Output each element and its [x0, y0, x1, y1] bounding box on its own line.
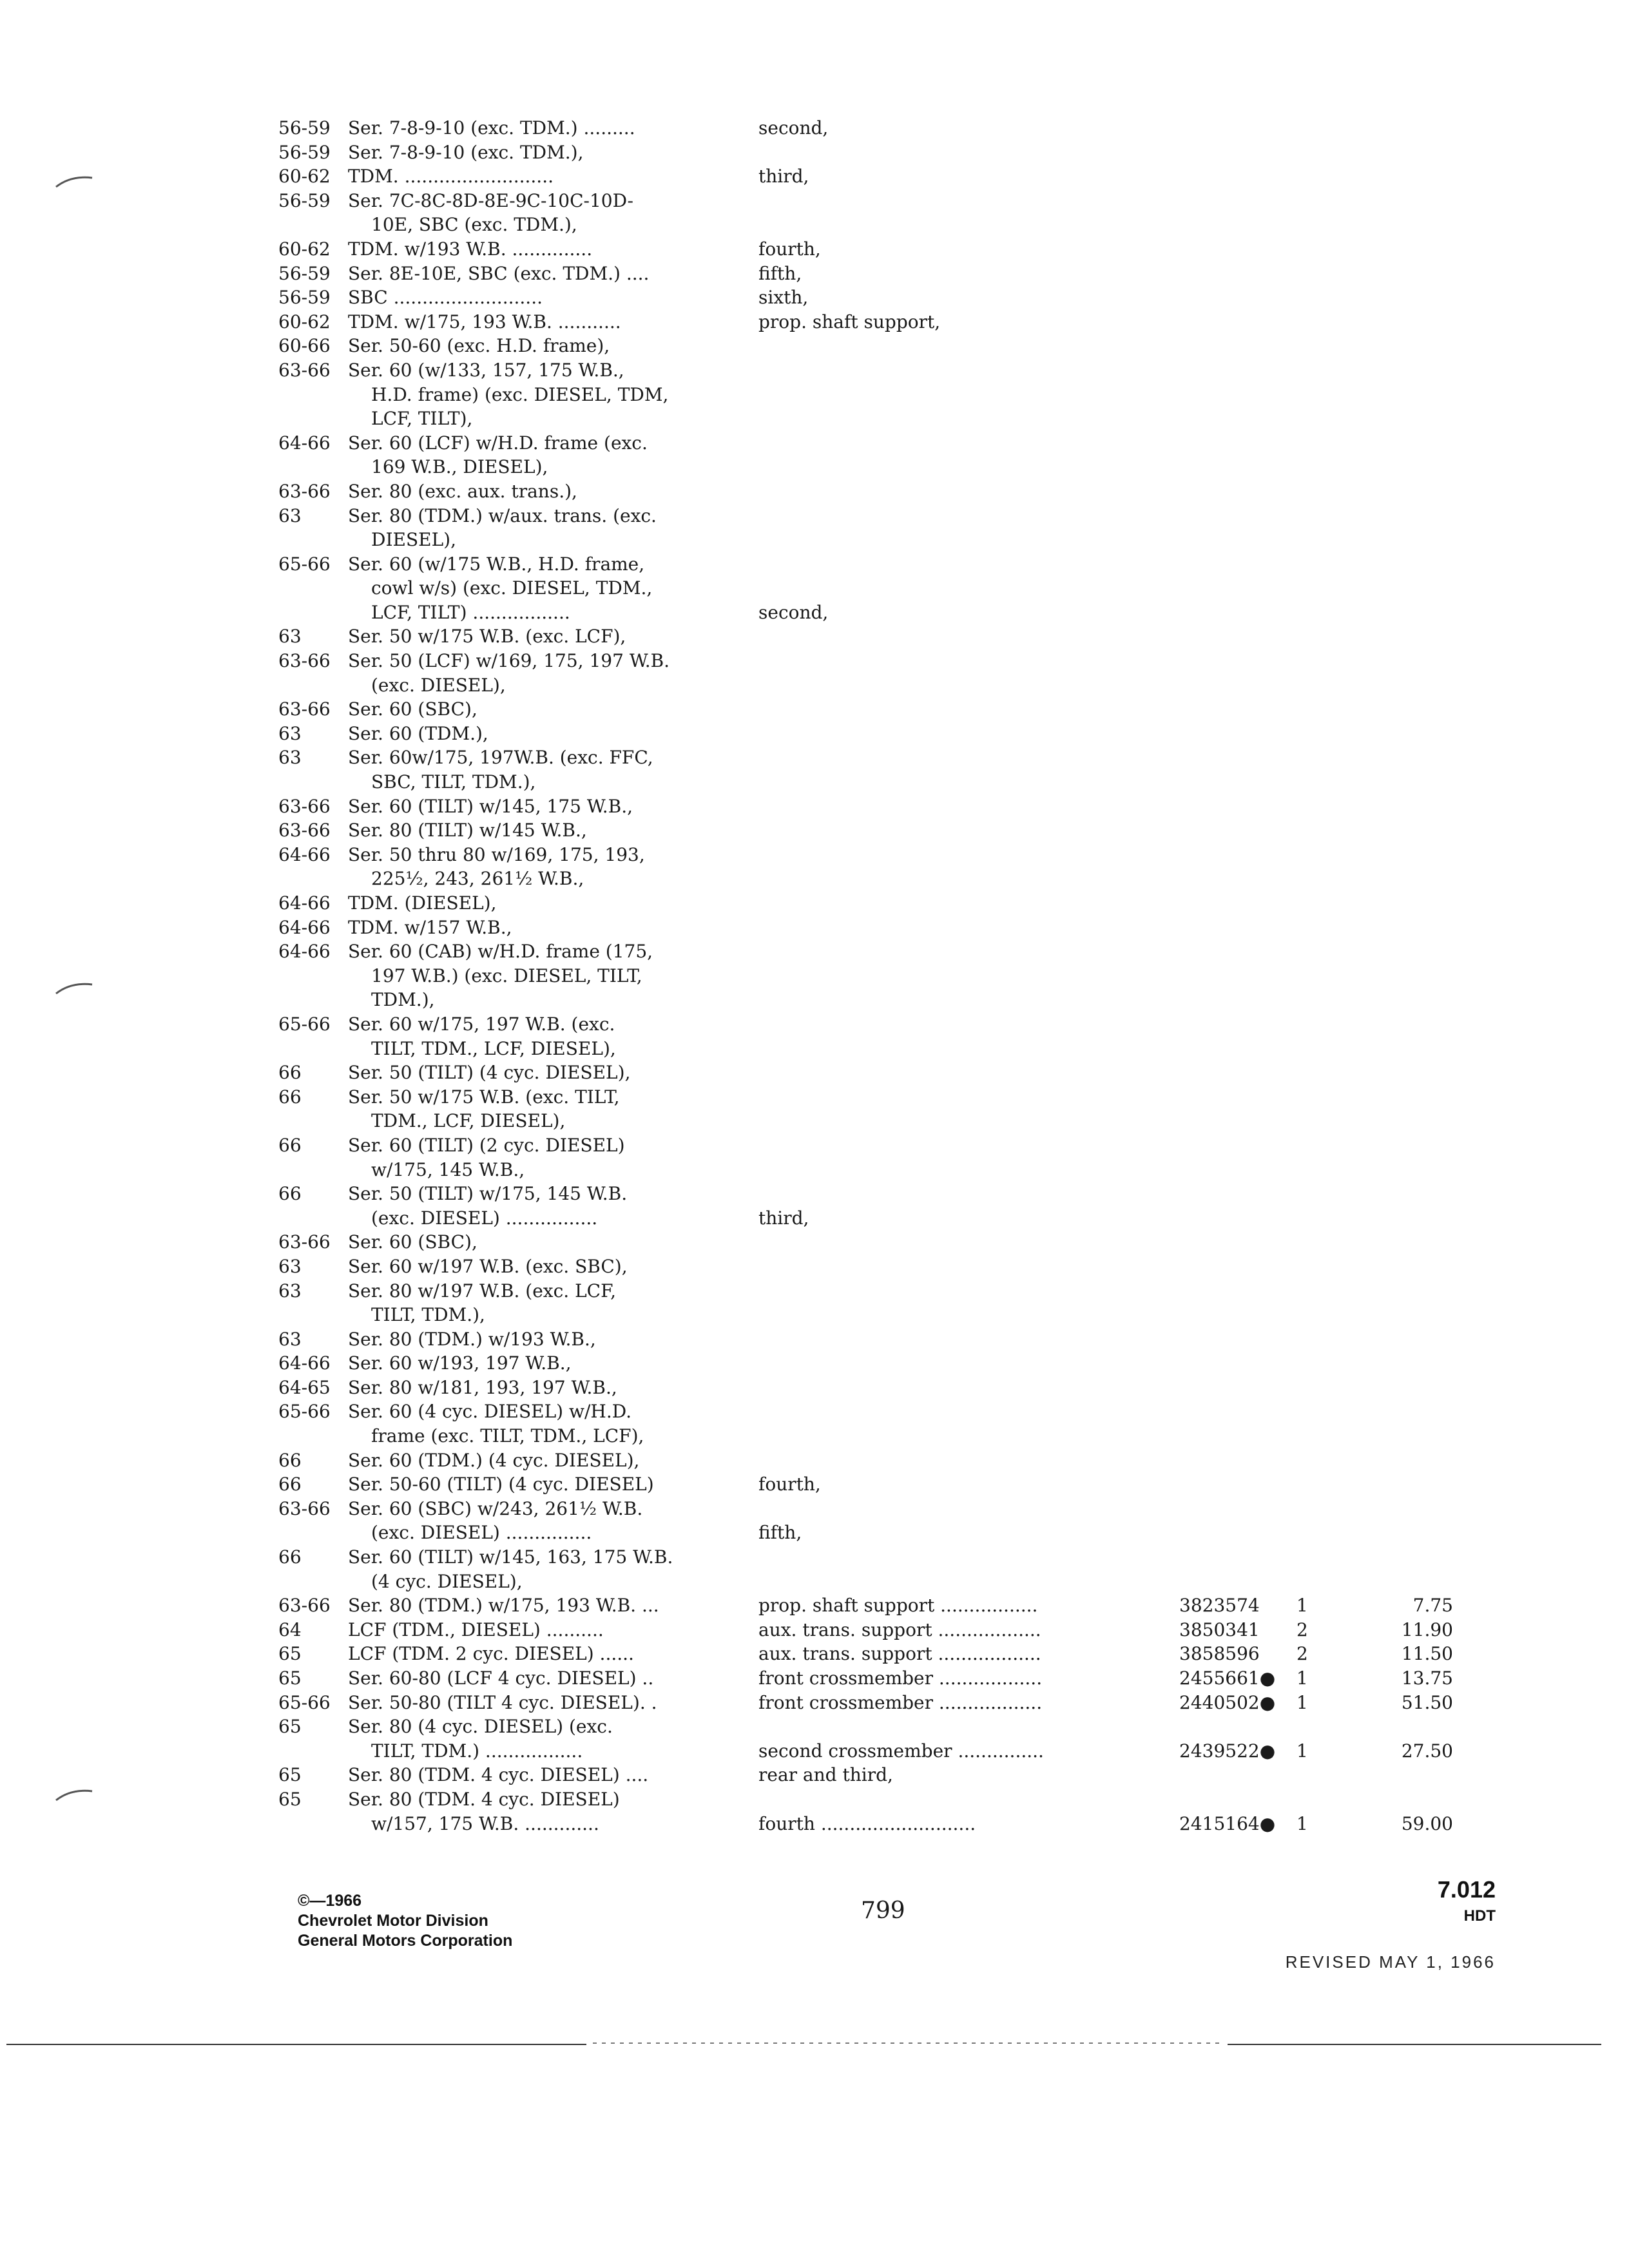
- catalog-row: [278, 624, 1503, 649]
- quantity: 1: [1296, 1595, 1308, 1617]
- catalog-row: [278, 1303, 1503, 1327]
- model-description: LCF (TDM. 2 cyc. DIESEL) ......: [348, 1643, 634, 1665]
- model-years: 65: [278, 1667, 302, 1689]
- division-name: Chevrolet Motor Division: [298, 1912, 488, 1930]
- catalog-row: [278, 189, 1503, 213]
- model-description: LCF (TDM., DIESEL) ..........: [348, 1619, 604, 1640]
- part-name: prop. shaft support,: [758, 311, 941, 332]
- model-description: Ser. 50 thru 80 w/169, 175, 193,: [348, 843, 645, 865]
- catalog-row: [278, 964, 1503, 988]
- model-description: TDM. w/157 W.B.,: [348, 916, 512, 938]
- section-code: HDT: [1463, 1907, 1496, 1925]
- binder-hole-mark: [55, 1786, 93, 1803]
- model-description: w/157, 175 W.B. .............: [371, 1812, 599, 1834]
- model-years: 66: [278, 1449, 302, 1471]
- model-description: Ser. 50-60 (exc. H.D. frame),: [348, 335, 610, 357]
- parts-catalog-list: [278, 116, 1503, 1836]
- catalog-row: [278, 116, 1503, 140]
- catalog-row: [278, 1158, 1503, 1182]
- model-description: (4 cyc. DIESEL),: [371, 1570, 523, 1592]
- model-years: 63: [278, 1280, 302, 1302]
- catalog-row: [278, 1327, 1503, 1352]
- part-number: 3858596: [1179, 1643, 1260, 1665]
- catalog-row: [278, 818, 1503, 843]
- catalog-row: [278, 988, 1503, 1012]
- model-description: cowl w/s) (exc. DIESEL, TDM.,: [371, 577, 653, 599]
- model-description: Ser. 50 (TILT) w/175, 145 W.B.: [348, 1183, 628, 1205]
- copyright-block: [298, 1891, 512, 1951]
- price: 11.90: [1401, 1619, 1453, 1640]
- model-description: TILT, TDM.),: [371, 1304, 485, 1326]
- price: 59.00: [1401, 1812, 1453, 1834]
- catalog-row: [278, 1279, 1503, 1303]
- model-description: Ser. 80 (TILT) w/145 W.B.,: [348, 820, 587, 841]
- part-name: fourth,: [758, 238, 821, 260]
- catalog-row: [278, 843, 1503, 867]
- model-years: 63-66: [278, 359, 331, 381]
- part-name: front crossmember ..................: [758, 1691, 1043, 1713]
- catalog-row: [278, 1206, 1503, 1231]
- catalog-row: [278, 310, 1503, 334]
- model-years: 63-66: [278, 795, 331, 817]
- catalog-row: [278, 891, 1503, 916]
- part-name: sixth,: [758, 287, 809, 309]
- model-years: 63-66: [278, 820, 331, 841]
- model-description: Ser. 60 w/175, 197 W.B. (exc.: [348, 1013, 615, 1035]
- part-number: 2439522●: [1179, 1740, 1276, 1762]
- model-years: 64-66: [278, 892, 331, 914]
- catalog-row: [278, 939, 1503, 964]
- model-description: Ser. 80 (TDM.) w/193 W.B.,: [348, 1328, 596, 1350]
- catalog-row: [278, 867, 1503, 891]
- model-years: 63: [278, 505, 302, 526]
- catalog-row: [278, 1570, 1503, 1594]
- model-description: Ser. 7-8-9-10 (exc. TDM.) .........: [348, 117, 635, 139]
- catalog-row: [278, 1472, 1503, 1497]
- quantity: 1: [1296, 1691, 1308, 1713]
- catalog-row: [278, 722, 1503, 746]
- model-description: Ser. 7-8-9-10 (exc. TDM.),: [348, 141, 584, 163]
- catalog-row: [278, 164, 1503, 189]
- model-years: 63: [278, 626, 302, 648]
- catalog-row: [278, 1376, 1503, 1400]
- model-description: Ser. 80 (4 cyc. DIESEL) (exc.: [348, 1716, 613, 1738]
- catalog-row: [278, 1012, 1503, 1037]
- model-description: TDM. (DIESEL),: [348, 892, 497, 914]
- catalog-row: [278, 1642, 1503, 1666]
- catalog-row: [278, 1763, 1503, 1787]
- quantity: 1: [1296, 1740, 1308, 1762]
- model-description: Ser. 60 (w/133, 157, 175 W.B.,: [348, 359, 624, 381]
- corporation-name: General Motors Corporation: [298, 1932, 513, 1950]
- model-description: Ser. 60 (SBC),: [348, 1231, 477, 1253]
- model-years: 65-66: [278, 553, 331, 575]
- model-description: Ser. 60 (SBC),: [348, 698, 477, 720]
- part-name: third,: [758, 1207, 809, 1229]
- catalog-row: [278, 1521, 1503, 1545]
- part-name: aux. trans. support ..................: [758, 1643, 1041, 1665]
- model-description: Ser. 60 (4 cyc. DIESEL) w/H.D.: [348, 1401, 632, 1423]
- model-description: Ser. 60 w/197 W.B. (exc. SBC),: [348, 1255, 628, 1277]
- model-years: 64-66: [278, 843, 331, 865]
- model-description: TDM. w/175, 193 W.B. ...........: [348, 311, 621, 332]
- model-years: 64: [278, 1619, 302, 1640]
- model-description: (exc. DIESEL) ................: [371, 1207, 598, 1229]
- catalog-row: [278, 1037, 1503, 1061]
- model-description: Ser. 60-80 (LCF 4 cyc. DIESEL) ..: [348, 1667, 654, 1689]
- model-description: DIESEL),: [371, 529, 456, 551]
- model-years: 64-66: [278, 916, 331, 938]
- model-description: H.D. frame) (exc. DIESEL, TDM,: [371, 383, 669, 405]
- model-description: SBC, TILT, TDM.),: [371, 771, 536, 793]
- model-description: Ser. 60 (TILT) w/145, 163, 175 W.B.: [348, 1546, 673, 1568]
- model-description: Ser. 60 w/193, 197 W.B.,: [348, 1352, 572, 1374]
- catalog-row: [278, 1351, 1503, 1376]
- part-name: fifth,: [758, 262, 802, 284]
- model-years: 63-66: [278, 1231, 331, 1253]
- model-years: 56-59: [278, 117, 331, 139]
- model-description: LCF, TILT) .................: [371, 601, 570, 623]
- part-name: third,: [758, 166, 809, 187]
- model-description: Ser. 60 (w/175 W.B., H.D. frame,: [348, 553, 645, 575]
- model-description: TILT, TDM., LCF, DIESEL),: [371, 1037, 616, 1059]
- bottom-rule-dotted: [593, 2042, 1224, 2044]
- quantity: 1: [1296, 1812, 1308, 1834]
- model-years: 66: [278, 1134, 302, 1156]
- model-description: Ser. 80 (exc. aux. trans.),: [348, 480, 577, 502]
- model-description: TDM.),: [371, 989, 435, 1011]
- quantity: 2: [1296, 1619, 1308, 1640]
- catalog-row: [278, 1691, 1503, 1715]
- catalog-row: [278, 576, 1503, 601]
- model-description: Ser. 60 (SBC) w/243, 261½ W.B.: [348, 1497, 643, 1519]
- catalog-row: [278, 334, 1503, 358]
- model-years: 65-66: [278, 1401, 331, 1423]
- catalog-row: [278, 1545, 1503, 1570]
- model-description: TDM. w/193 W.B. ..............: [348, 238, 593, 260]
- model-description: Ser. 60 (TDM.),: [348, 722, 488, 744]
- part-name: prop. shaft support .................: [758, 1595, 1038, 1617]
- model-description: Ser. 60 (LCF) w/H.D. frame (exc.: [348, 432, 648, 454]
- model-description: Ser. 60w/175, 197W.B. (exc. FFC,: [348, 747, 653, 769]
- model-description: Ser. 50 w/175 W.B. (exc. TILT,: [348, 1086, 620, 1108]
- catalog-row: [278, 1230, 1503, 1254]
- model-description: Ser. 80 w/197 W.B. (exc. LCF,: [348, 1280, 617, 1302]
- model-description: Ser. 50-60 (TILT) (4 cyc. DIESEL): [348, 1474, 654, 1495]
- catalog-row: [278, 431, 1503, 456]
- model-years: 63: [278, 747, 302, 769]
- part-name: fourth,: [758, 1474, 821, 1495]
- model-years: 66: [278, 1086, 302, 1108]
- model-years: 64-66: [278, 432, 331, 454]
- catalog-row: [278, 1497, 1503, 1521]
- catalog-row: [278, 1061, 1503, 1085]
- binder-hole-mark: [55, 979, 93, 996]
- model-description: Ser. 50 (LCF) w/169, 175, 197 W.B.: [348, 650, 670, 672]
- model-description: LCF, TILT),: [371, 408, 473, 430]
- catalog-row: [278, 504, 1503, 528]
- part-name: fifth,: [758, 1522, 802, 1544]
- part-name: rear and third,: [758, 1764, 893, 1786]
- model-description: Ser. 80 w/181, 193, 197 W.B.,: [348, 1376, 617, 1398]
- part-name: second crossmember ...............: [758, 1740, 1044, 1762]
- model-years: 60-62: [278, 166, 331, 187]
- catalog-row: [278, 552, 1503, 577]
- model-description: (exc. DIESEL),: [371, 674, 506, 696]
- part-name: front crossmember ..................: [758, 1667, 1043, 1689]
- model-years: 65: [278, 1643, 302, 1665]
- catalog-row: [278, 1109, 1503, 1133]
- model-years: 66: [278, 1183, 302, 1205]
- model-description: Ser. 80 (TDM.) w/175, 193 W.B. ...: [348, 1595, 659, 1617]
- model-years: 66: [278, 1546, 302, 1568]
- catalog-row: [278, 1424, 1503, 1448]
- model-description: SBC ..........................: [348, 287, 543, 309]
- price: 51.50: [1401, 1691, 1453, 1713]
- catalog-row: [278, 649, 1503, 673]
- model-years: 56-59: [278, 189, 331, 211]
- model-years: 65: [278, 1788, 302, 1810]
- page-number: 799: [861, 1898, 905, 1924]
- catalog-row: [278, 770, 1503, 794]
- model-description: Ser. 80 (TDM.) w/aux. trans. (exc.: [348, 505, 657, 526]
- catalog-row: [278, 479, 1503, 504]
- part-name: second,: [758, 601, 829, 623]
- model-description: Ser. 50-80 (TILT 4 cyc. DIESEL). .: [348, 1691, 657, 1713]
- price: 27.50: [1401, 1740, 1453, 1762]
- model-description: Ser. 80 (TDM. 4 cyc. DIESEL) ....: [348, 1764, 649, 1786]
- part-number: 2440502●: [1179, 1691, 1276, 1713]
- catalog-row: [278, 1182, 1503, 1206]
- model-years: 63-66: [278, 1497, 331, 1519]
- model-years: 63-66: [278, 698, 331, 720]
- catalog-row: [278, 1666, 1503, 1691]
- model-description: Ser. 8E-10E, SBC (exc. TDM.) ....: [348, 262, 650, 284]
- catalog-row: [278, 1812, 1503, 1836]
- model-years: 66: [278, 1062, 302, 1084]
- bottom-rule-right: [1228, 2044, 1601, 2045]
- model-description: Ser. 7C-8C-8D-8E-9C-10C-10D-: [348, 189, 634, 211]
- model-description: TDM. ..........................: [348, 166, 554, 187]
- model-description: Ser. 60 (TILT) (2 cyc. DIESEL): [348, 1134, 625, 1156]
- catalog-row: [278, 601, 1503, 625]
- quantity: 2: [1296, 1643, 1308, 1665]
- model-years: 64-66: [278, 941, 331, 963]
- catalog-row: [278, 358, 1503, 383]
- model-years: 63: [278, 1328, 302, 1350]
- model-years: 64-65: [278, 1376, 331, 1398]
- catalog-row: [278, 455, 1503, 479]
- catalog-row: [278, 697, 1503, 722]
- catalog-row: [278, 1133, 1503, 1158]
- catalog-row: [278, 1448, 1503, 1473]
- catalog-row: [278, 1715, 1503, 1739]
- catalog-row: [278, 262, 1503, 286]
- model-description: TILT, TDM.) .................: [371, 1740, 583, 1762]
- model-years: 64-66: [278, 1352, 331, 1374]
- model-years: 63: [278, 722, 302, 744]
- part-name: fourth ...........................: [758, 1812, 976, 1834]
- model-description: Ser. 80 (TDM. 4 cyc. DIESEL): [348, 1788, 620, 1810]
- catalog-row: [278, 673, 1503, 698]
- model-description: w/175, 145 W.B.,: [371, 1158, 525, 1180]
- catalog-row: [278, 1593, 1503, 1618]
- catalog-row: [278, 407, 1503, 431]
- section-number: 7.012: [1437, 1876, 1496, 1903]
- catalog-row: [278, 745, 1503, 770]
- copyright-line: ©—1966: [298, 1892, 362, 1910]
- model-description: 225½, 243, 261½ W.B.,: [371, 868, 584, 890]
- catalog-row: [278, 1739, 1503, 1763]
- model-years: 63-66: [278, 1595, 331, 1617]
- model-description: Ser. 60 (TDM.) (4 cyc. DIESEL),: [348, 1449, 640, 1471]
- model-years: 65-66: [278, 1691, 331, 1713]
- catalog-row: [278, 1787, 1503, 1812]
- model-description: Ser. 50 (TILT) (4 cyc. DIESEL),: [348, 1062, 631, 1084]
- bottom-rule-left: [6, 2044, 586, 2045]
- part-number: 3850341: [1179, 1619, 1260, 1640]
- model-years: 56-59: [278, 262, 331, 284]
- catalog-row: [278, 528, 1503, 552]
- part-number: 2455661●: [1179, 1667, 1276, 1689]
- part-name: aux. trans. support ..................: [758, 1619, 1041, 1640]
- catalog-row: [278, 213, 1503, 237]
- model-years: 65: [278, 1716, 302, 1738]
- catalog-row: [278, 1085, 1503, 1110]
- model-years: 63-66: [278, 650, 331, 672]
- binder-hole-mark: [55, 173, 93, 189]
- catalog-row: [278, 794, 1503, 819]
- part-name: second,: [758, 117, 829, 139]
- model-years: 66: [278, 1474, 302, 1495]
- model-description: frame (exc. TILT, TDM., LCF),: [371, 1425, 644, 1447]
- quantity: 1: [1296, 1667, 1308, 1689]
- model-years: 60-62: [278, 238, 331, 260]
- catalog-row: [278, 1618, 1503, 1642]
- model-years: 60-62: [278, 311, 331, 332]
- price: 7.75: [1412, 1595, 1453, 1617]
- model-description: 197 W.B.) (exc. DIESEL, TILT,: [371, 965, 642, 986]
- model-years: 56-59: [278, 287, 331, 309]
- model-years: 60-66: [278, 335, 331, 357]
- model-years: 63: [278, 1255, 302, 1277]
- model-years: 65-66: [278, 1013, 331, 1035]
- model-years: 56-59: [278, 141, 331, 163]
- price: 11.50: [1401, 1643, 1453, 1665]
- model-description: (exc. DIESEL) ...............: [371, 1522, 592, 1544]
- model-description: Ser. 50 w/175 W.B. (exc. LCF),: [348, 626, 626, 648]
- model-years: 63-66: [278, 480, 331, 502]
- model-years: 65: [278, 1764, 302, 1786]
- catalog-row: [278, 237, 1503, 262]
- part-number: 3823574: [1179, 1595, 1260, 1617]
- catalog-row: [278, 916, 1503, 940]
- model-description: 10E, SBC (exc. TDM.),: [371, 214, 577, 236]
- catalog-row: [278, 383, 1503, 407]
- catalog-row: [278, 140, 1503, 165]
- price: 13.75: [1401, 1667, 1453, 1689]
- model-description: Ser. 60 (CAB) w/H.D. frame (175,: [348, 941, 653, 963]
- model-description: Ser. 60 (TILT) w/145, 175 W.B.,: [348, 795, 633, 817]
- revised-date: REVISED MAY 1, 1966: [1285, 1952, 1496, 1972]
- model-description: 169 W.B., DIESEL),: [371, 456, 548, 478]
- catalog-row: [278, 285, 1503, 310]
- part-number: 2415164●: [1179, 1812, 1276, 1834]
- catalog-row: [278, 1399, 1503, 1424]
- catalog-row: [278, 1254, 1503, 1279]
- model-description: TDM., LCF, DIESEL),: [371, 1110, 566, 1132]
